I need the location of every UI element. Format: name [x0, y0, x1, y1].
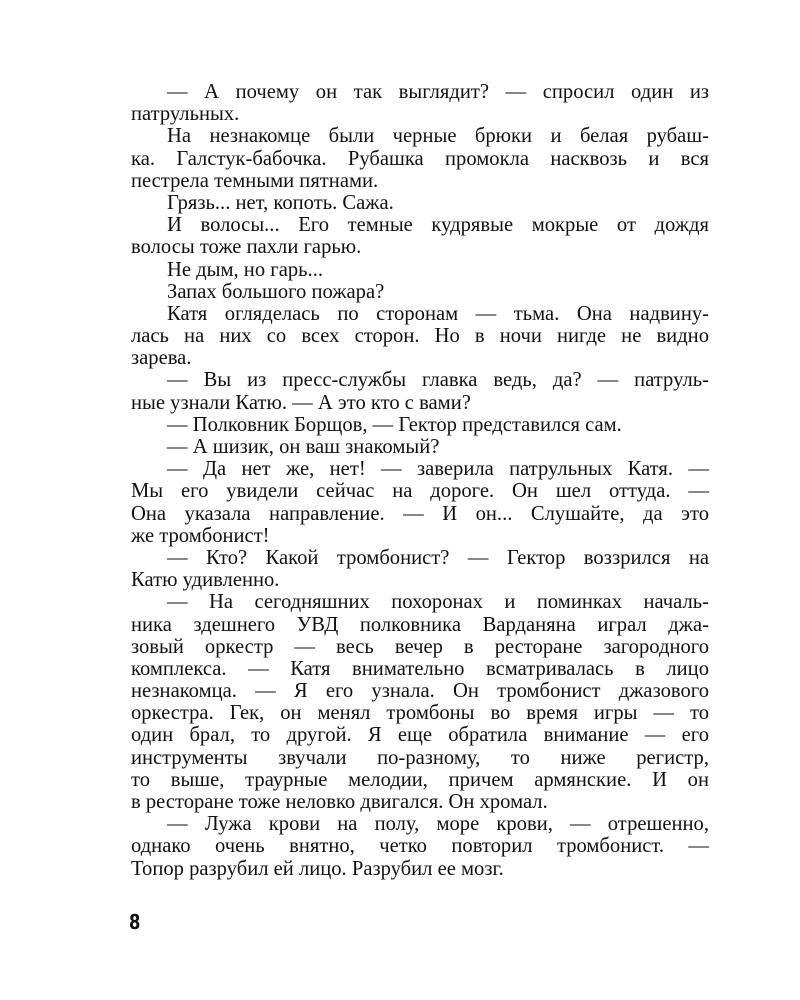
text-line: оркестра. Гек, он менял тромбоны во время игры — то [131, 702, 709, 725]
text-line: инструменты звучали по-разному, то ниже регистр, [131, 746, 709, 769]
text-line: пестрела темными пятнами. [131, 169, 379, 192]
text-line: в ресторане тоже неловко двигался. Он хромал. [131, 791, 548, 813]
text-line: — Да нет же, нет! — заверила патрульных Катя. — [167, 458, 709, 481]
text-line: патрульных. [131, 103, 240, 126]
text-line: Топор разрубил ей лицо. Разрубил ее мозг. [131, 857, 504, 880]
text-line: — Полковник Борщов, — Гектор представился сам. [167, 413, 622, 436]
text-line: лась на них со всех сторон. Но в ночи нигде не видно [131, 325, 709, 348]
text-line: один брал, то другой. Я еще обратила внимание — его [131, 724, 709, 747]
text-line: незнакомца. — Я его узнала. Он тромбонист джазового [131, 680, 709, 703]
text-line: — На сегодняшних похоронах и поминках началь- [167, 591, 709, 614]
text-line: зовый оркестр — весь вечер в ресторане загородного [131, 635, 709, 658]
text-line: однако очень внятно, четко повторил тромбонист. — [131, 835, 709, 858]
text-line: комплекса. — Катя внимательно всматривалась в лицо [131, 657, 709, 680]
text-line: ка. Галстук-бабочка. Рубашка промокла насквозь и вся [131, 147, 709, 170]
text-line: Катя огляделась по сторонам — тьма. Она надвину- [167, 302, 709, 325]
text-line: то выше, траурные мелодии, причем армянские. И он [131, 768, 709, 791]
text-line: зарева. [131, 347, 192, 370]
text-line: И волосы... Его темные кудрявые мокрые от дождя [167, 214, 709, 237]
text-line: ника здешнего УВД полковника Варданяна играл джа- [131, 613, 709, 636]
text-line: ные узнали Катю. — А это кто с вами? [131, 391, 471, 414]
text-line: — А почему он так выглядит? — спросил один из [167, 81, 709, 103]
text-line: Запах большого пожара? [167, 280, 385, 303]
text-line: — Кто? Какой тромбонист? — Гектор воззрился на [167, 546, 709, 569]
text-line: Не дым, но гарь... [167, 258, 323, 281]
text-line: Грязь... нет, копоть. Сажа. [167, 191, 394, 214]
text-line: Она указала направление. — И он... Слушайте, да это [131, 502, 709, 525]
text-line: — Вы из пресс-службы главка ведь, да? — патруль- [167, 369, 709, 392]
page-number: 8 [129, 910, 141, 934]
body-text [131, 81, 709, 880]
text-line: На незнакомце были черные брюки и белая рубаш- [167, 125, 709, 148]
text-line: — Лужа крови на полу, море крови, — отрешенно, [167, 813, 709, 836]
text-line: — А шизик, он ваш знакомый? [167, 436, 440, 458]
text-line: Мы его увидели сейчас на дороге. Он шел оттуда. — [131, 480, 709, 503]
text-line: Катю удивленно. [131, 569, 280, 592]
text-line: же тромбонист! [131, 524, 270, 547]
text-line: волосы тоже пахли гарью. [131, 236, 362, 259]
